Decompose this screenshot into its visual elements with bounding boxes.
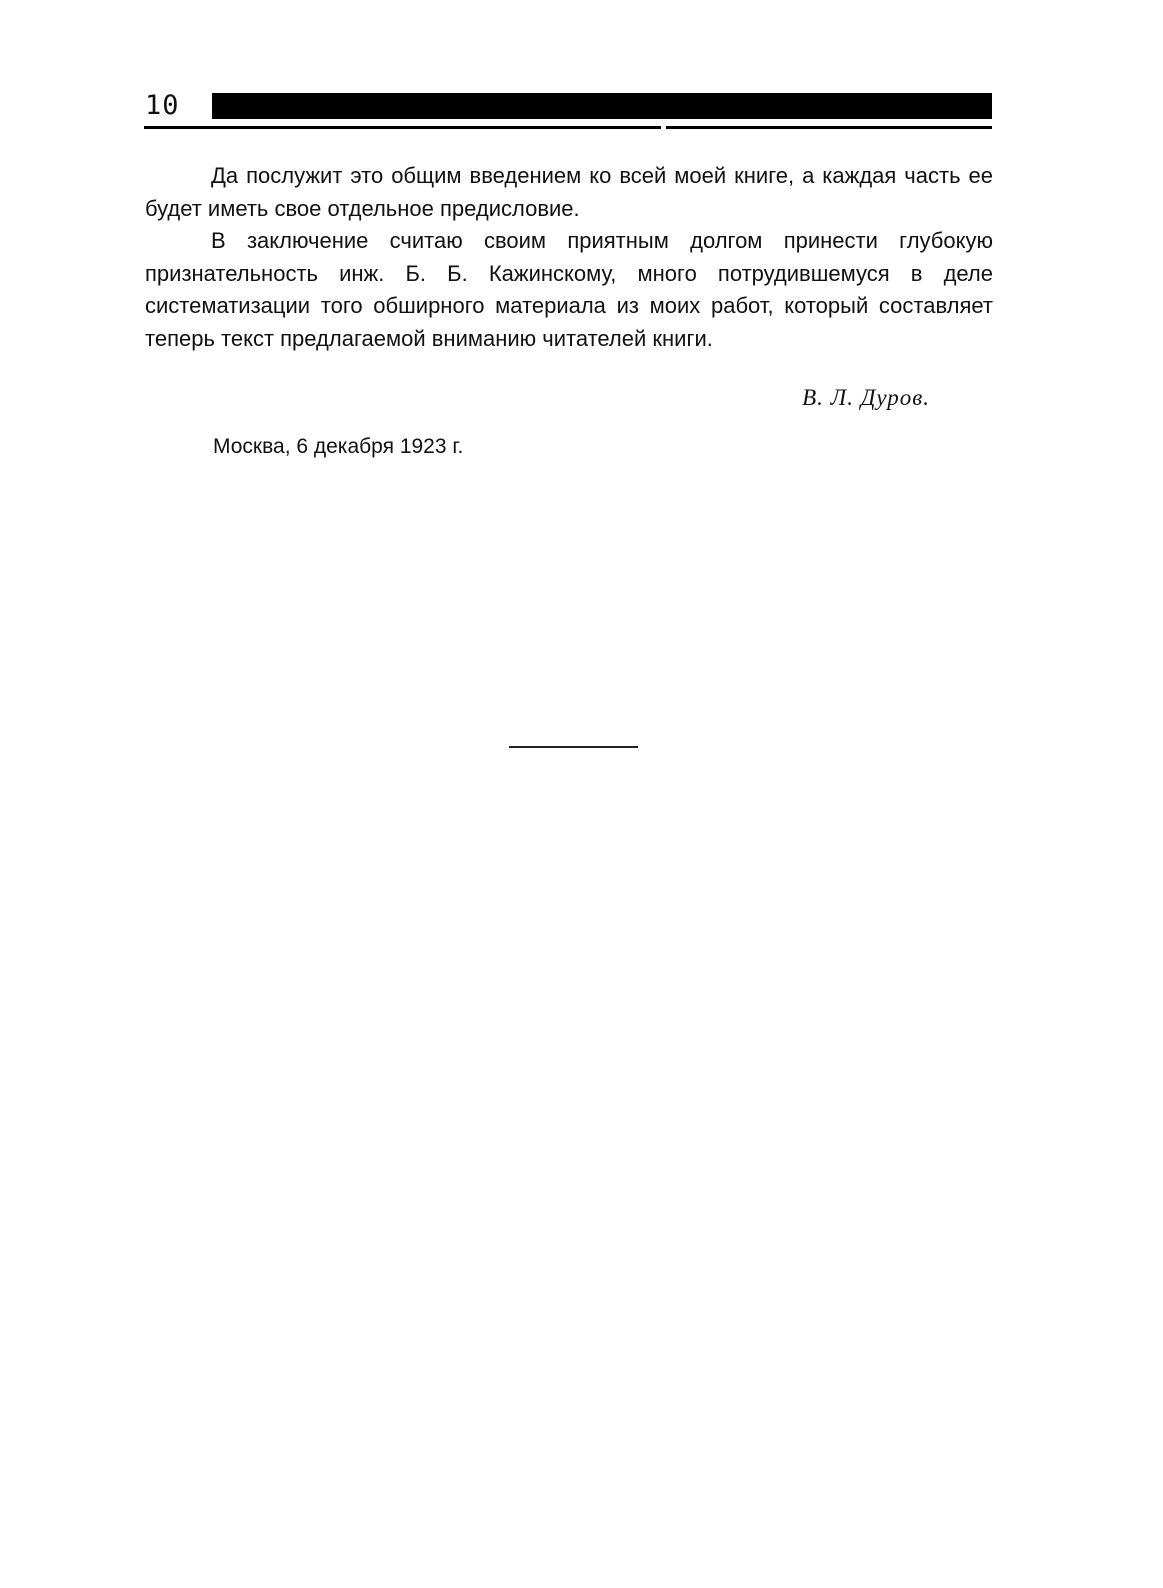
author-signature: В. Л. Дуров.: [802, 385, 930, 410]
body-text: [145, 160, 993, 355]
paragraph: В заключение считаю своим приятным долгом принести глубокую признательность инж. Б. Б. Кажинскому, много потрудившемуся в деле систематизации того обширного материала из моих работ, который составляет теперь текст предлагаемой вниманию читателей книги.: [145, 228, 993, 351]
page-number: 10: [145, 90, 180, 121]
header-bar: [212, 93, 992, 119]
header-rule: [666, 126, 992, 129]
place-date: Москва, 6 декабря 1923 г.: [213, 435, 464, 458]
end-rule: [509, 746, 638, 748]
header-rule: [144, 126, 661, 129]
paragraph: Да послужит это общим введением ко всей моей книге, а каждая часть ее будет иметь свое отдельное предисловие.: [145, 163, 993, 221]
